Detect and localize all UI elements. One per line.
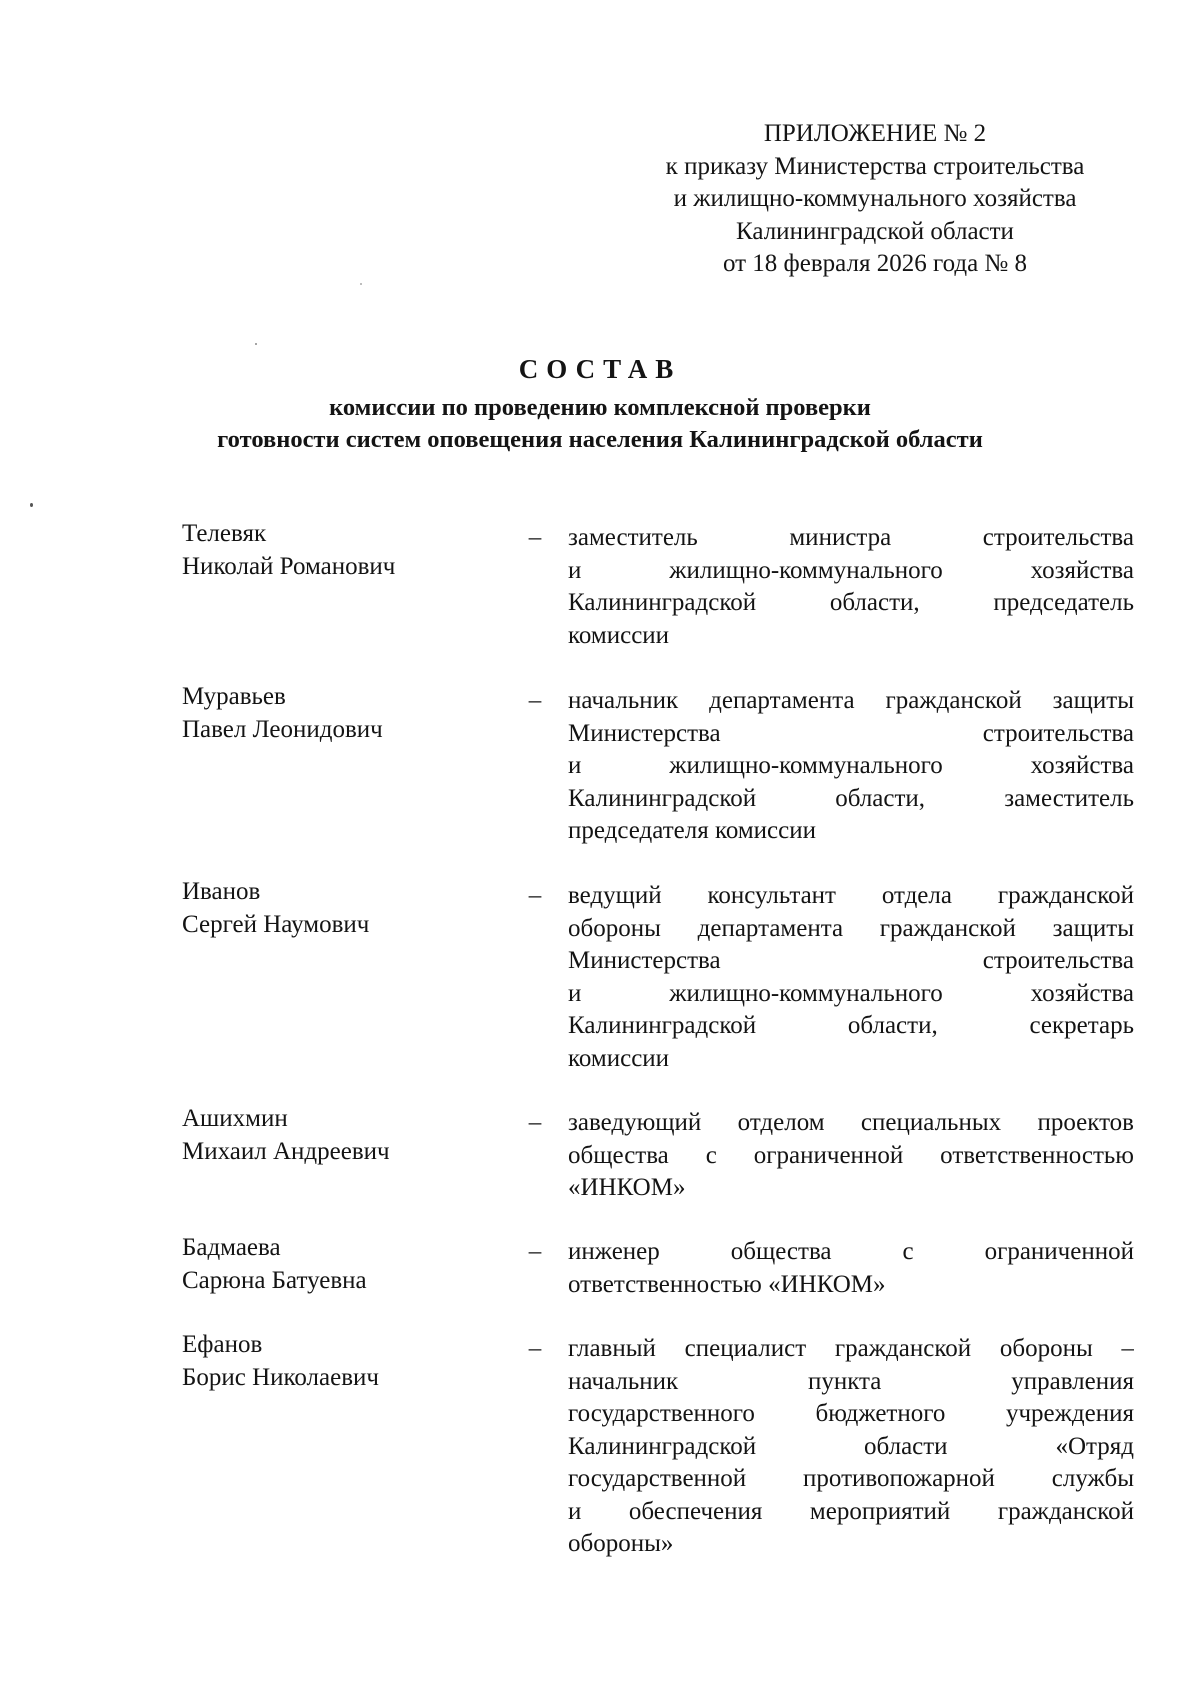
title-subtitle-line-2: готовности систем оповещения населения Калининградской области (217, 426, 983, 453)
member-role (568, 522, 1134, 652)
member-role (568, 1107, 1134, 1205)
role-line: и жилищно-коммунального хозяйства (568, 556, 1134, 584)
role-line: председателя комиссии (568, 817, 816, 844)
dash-separator: – (528, 1238, 542, 1265)
member-role (568, 685, 1134, 848)
title-main: СОСТАВ (518, 354, 682, 384)
member-name (182, 681, 502, 746)
role-line: ответственностью «ИНКОМ» (568, 1270, 886, 1298)
appendix-order-line: к приказу Министерства строительства (665, 152, 1085, 180)
member-name (182, 1329, 502, 1394)
member-role (568, 880, 1134, 1075)
role-line: начальник пункта управления (568, 1367, 1134, 1395)
member-name (182, 518, 502, 583)
role-line: государственной противопожарной службы (568, 1465, 1134, 1492)
dash-separator: – (528, 687, 542, 714)
member-role (568, 1333, 1134, 1561)
member-given-names: Сарюна Батуевна (182, 1266, 367, 1294)
role-line: комиссии (568, 1044, 670, 1072)
role-line: Калининградской области, председатель (568, 589, 1134, 616)
role-line: обороны» (568, 1530, 674, 1557)
role-line: государственного бюджетного учреждения (568, 1400, 1134, 1427)
role-line: заведующий отделом специальных проектов (568, 1109, 1134, 1136)
member-name (182, 1232, 502, 1297)
member-given-names: Борис Николаевич (182, 1363, 379, 1391)
role-line: инженер общества с ограниченной (568, 1238, 1134, 1265)
role-line: и обеспечения мероприятий гражданской (568, 1497, 1134, 1525)
appendix-ministry-line: и жилищно-коммунального хозяйства (673, 185, 1077, 212)
role-line: Калининградской области, секретарь (568, 1012, 1134, 1039)
role-line: начальник департамента гражданской защиты (568, 687, 1134, 714)
role-line: обороны департамента гражданской защиты (568, 914, 1134, 942)
role-line: и жилищно-коммунального хозяйства (568, 979, 1134, 1007)
member-surname: Ашихмин (182, 1105, 288, 1132)
role-line: главный специалист гражданской обороны – (568, 1335, 1134, 1362)
member-surname: Ефанов (182, 1331, 263, 1358)
member-surname: Муравьев (182, 683, 286, 710)
dash-separator: – (528, 1109, 542, 1136)
role-line: общества с ограниченной ответственностью (568, 1141, 1134, 1169)
role-line: и жилищно-коммунального хозяйства (568, 752, 1134, 779)
scan-speck (360, 283, 362, 285)
appendix-region-line: Калининградской области (736, 217, 1014, 245)
member-given-names: Сергей Наумович (182, 910, 370, 938)
role-line: заместитель министра строительства (568, 524, 1134, 551)
title-subtitle-line-1: комиссии по проведению комплексной проверки (329, 394, 871, 421)
role-line: Калининградской области, заместитель (568, 784, 1134, 812)
member-given-names: Николай Романович (182, 552, 396, 580)
member-surname: Бадмаева (182, 1234, 281, 1261)
document-title (150, 352, 1050, 456)
scan-speck (30, 503, 33, 507)
member-given-names: Михаил Андреевич (182, 1137, 390, 1165)
role-line: Министерства строительства (568, 947, 1134, 974)
member-name (182, 1103, 502, 1168)
appendix-header (640, 118, 1110, 281)
dash-separator: – (528, 524, 542, 551)
appendix-number: ПРИЛОЖЕНИЕ № 2 (763, 120, 987, 147)
role-line: ведущий консультант отдела гражданской (568, 882, 1134, 909)
appendix-date-line: от 18 февраля 2026 года № 8 (722, 250, 1028, 277)
member-role (568, 1236, 1134, 1301)
scan-speck (255, 343, 257, 345)
role-line: «ИНКОМ» (568, 1174, 686, 1201)
member-surname: Иванов (182, 878, 261, 905)
role-line: Калининградской области «Отряд (568, 1432, 1134, 1460)
role-line: Министерства строительства (568, 719, 1134, 747)
dash-separator: – (528, 1335, 542, 1362)
dash-separator: – (528, 882, 542, 909)
member-surname: Телевяк (182, 520, 267, 547)
member-given-names: Павел Леонидович (182, 715, 383, 743)
member-name (182, 876, 502, 941)
role-line: комиссии (568, 621, 670, 649)
